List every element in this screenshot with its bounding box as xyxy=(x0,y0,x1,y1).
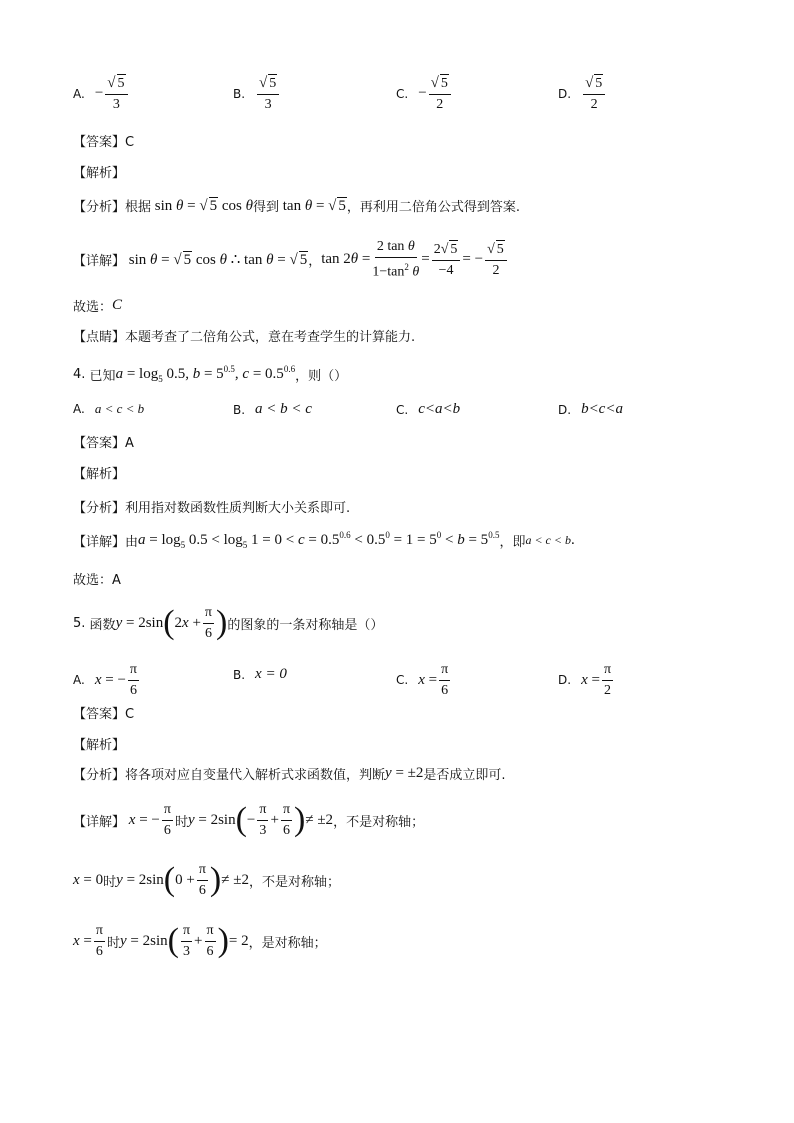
q3-dianjing: 【点睛】本题考查了二倍角公式，意在考查学生的计算能力. xyxy=(73,330,416,345)
q4-fenxi: 【分析】利用指对数函数性质判断大小关系即可. xyxy=(73,501,351,516)
q5-xiangjie-1: 【详解】 x = − $\frac{\pi}{6}$ 时 y = 2sin ( − $\frac{\pi}{3}$ + $\frac{\pi}{6}$ ) ≠ ±2 ，不是对称轴； xyxy=(73,801,425,838)
q5-fenxi: 【分析】将各项对应自变量代入解析式求函数值，判断 y = ±2 是否成立即可. xyxy=(73,765,506,783)
q5-option-b[interactable]: B. x = 0 xyxy=(233,666,287,682)
q3-fenxi: 【分析】 根据 sin θ = √ 5 cos θ 得到 tan θ = √ 5 ，再利用二倍角公式得到答案. xyxy=(73,197,521,215)
q3-option-a[interactable]: A. − $\frac{√ 5}{3}$ xyxy=(73,74,130,113)
q3-choice: 故选： C xyxy=(73,297,123,315)
q4-choice: 故选：A xyxy=(73,573,121,588)
fraction: $\frac{√ 5}{2}$ xyxy=(429,74,451,113)
q4-option-b[interactable]: B. a < b < c xyxy=(233,401,312,417)
q5-stem: 5. 函数 y = 2sin ( 2x + $\frac{\pi}{6}$ ) 的图象的一条对称轴是（） xyxy=(73,604,384,641)
q4-option-a[interactable]: A. a < c < b xyxy=(73,401,145,416)
q3-analysis-header: 【解析】 xyxy=(73,166,126,181)
option-label: B. xyxy=(233,86,246,101)
q4-xiangjie: 【详解】由 $a = \log_5 0.5 < \log_5 1 = 0 < c = 0.5^{0.6} < 0.5^0 = 1 = 5^0 < b = 5^{0.5}$ ，即 a < c < b . xyxy=(73,530,575,550)
q3-option-c[interactable]: C. − $\frac{√ 5}{2}$ xyxy=(396,74,453,113)
q4-answer: 【答案】A xyxy=(73,436,134,451)
q4-option-c[interactable]: C. c<a<b xyxy=(396,401,461,417)
fraction: $\frac{√ 5}{3}$ xyxy=(257,74,279,113)
q3-answer: 【答案】C xyxy=(73,135,135,150)
fraction: $\frac{√ 5}{2}$ xyxy=(583,74,605,113)
q3-option-d[interactable] xyxy=(558,74,607,113)
q5-option-a[interactable]: A. x = − $\frac{\pi}{6}$ xyxy=(73,662,137,698)
option-label: C. xyxy=(396,86,409,101)
option-label: A. xyxy=(73,86,85,101)
q5-option-c[interactable]: C. x = $\frac{\pi}{6}$ xyxy=(396,662,449,698)
q4-stem: 4. 已知 $a = \log_5 0.5$, $b = 5^{0.5}$, $c = 0.5^{0.6}$ ，则（） xyxy=(73,364,348,384)
q3-option-b[interactable] xyxy=(233,74,281,113)
q5-xiangjie-3: x = $\frac{\pi}{6}$ 时 y = 2sin ( $\frac{\pi}{3}$ + $\frac{\pi}{6}$ ) = 2 ，是对称轴； xyxy=(73,922,327,959)
fraction: $\frac{√ 5}{3}$ xyxy=(105,74,127,113)
q4-option-d[interactable]: D. b<c<a xyxy=(558,401,623,417)
q5-xiangjie-2: x = 0 时 y = 2sin ( 0 + $\frac{\pi}{6}$ ) ≠ ±2 ，不是对称轴； xyxy=(73,861,340,898)
q5-analysis-header: 【解析】 xyxy=(73,738,126,753)
q4-analysis-header: 【解析】 xyxy=(73,467,126,482)
q3-xiangjie: 【详解】 sin θ = √ 5 cos θ ∴ tan θ = √ 5 ， tan 2θ = $\frac{\text{2 tan θ}}{1-\tan^2 \theta}$ = $\frac{2√ 5}{-4}$ = − $\frac{√ 5}{2}$ xyxy=(73,238,509,281)
q5-option-d[interactable]: D. x = $\frac{\pi}{2}$ xyxy=(558,662,612,698)
q5-answer: 【答案】C xyxy=(73,707,135,722)
option-label: D. xyxy=(558,86,572,101)
